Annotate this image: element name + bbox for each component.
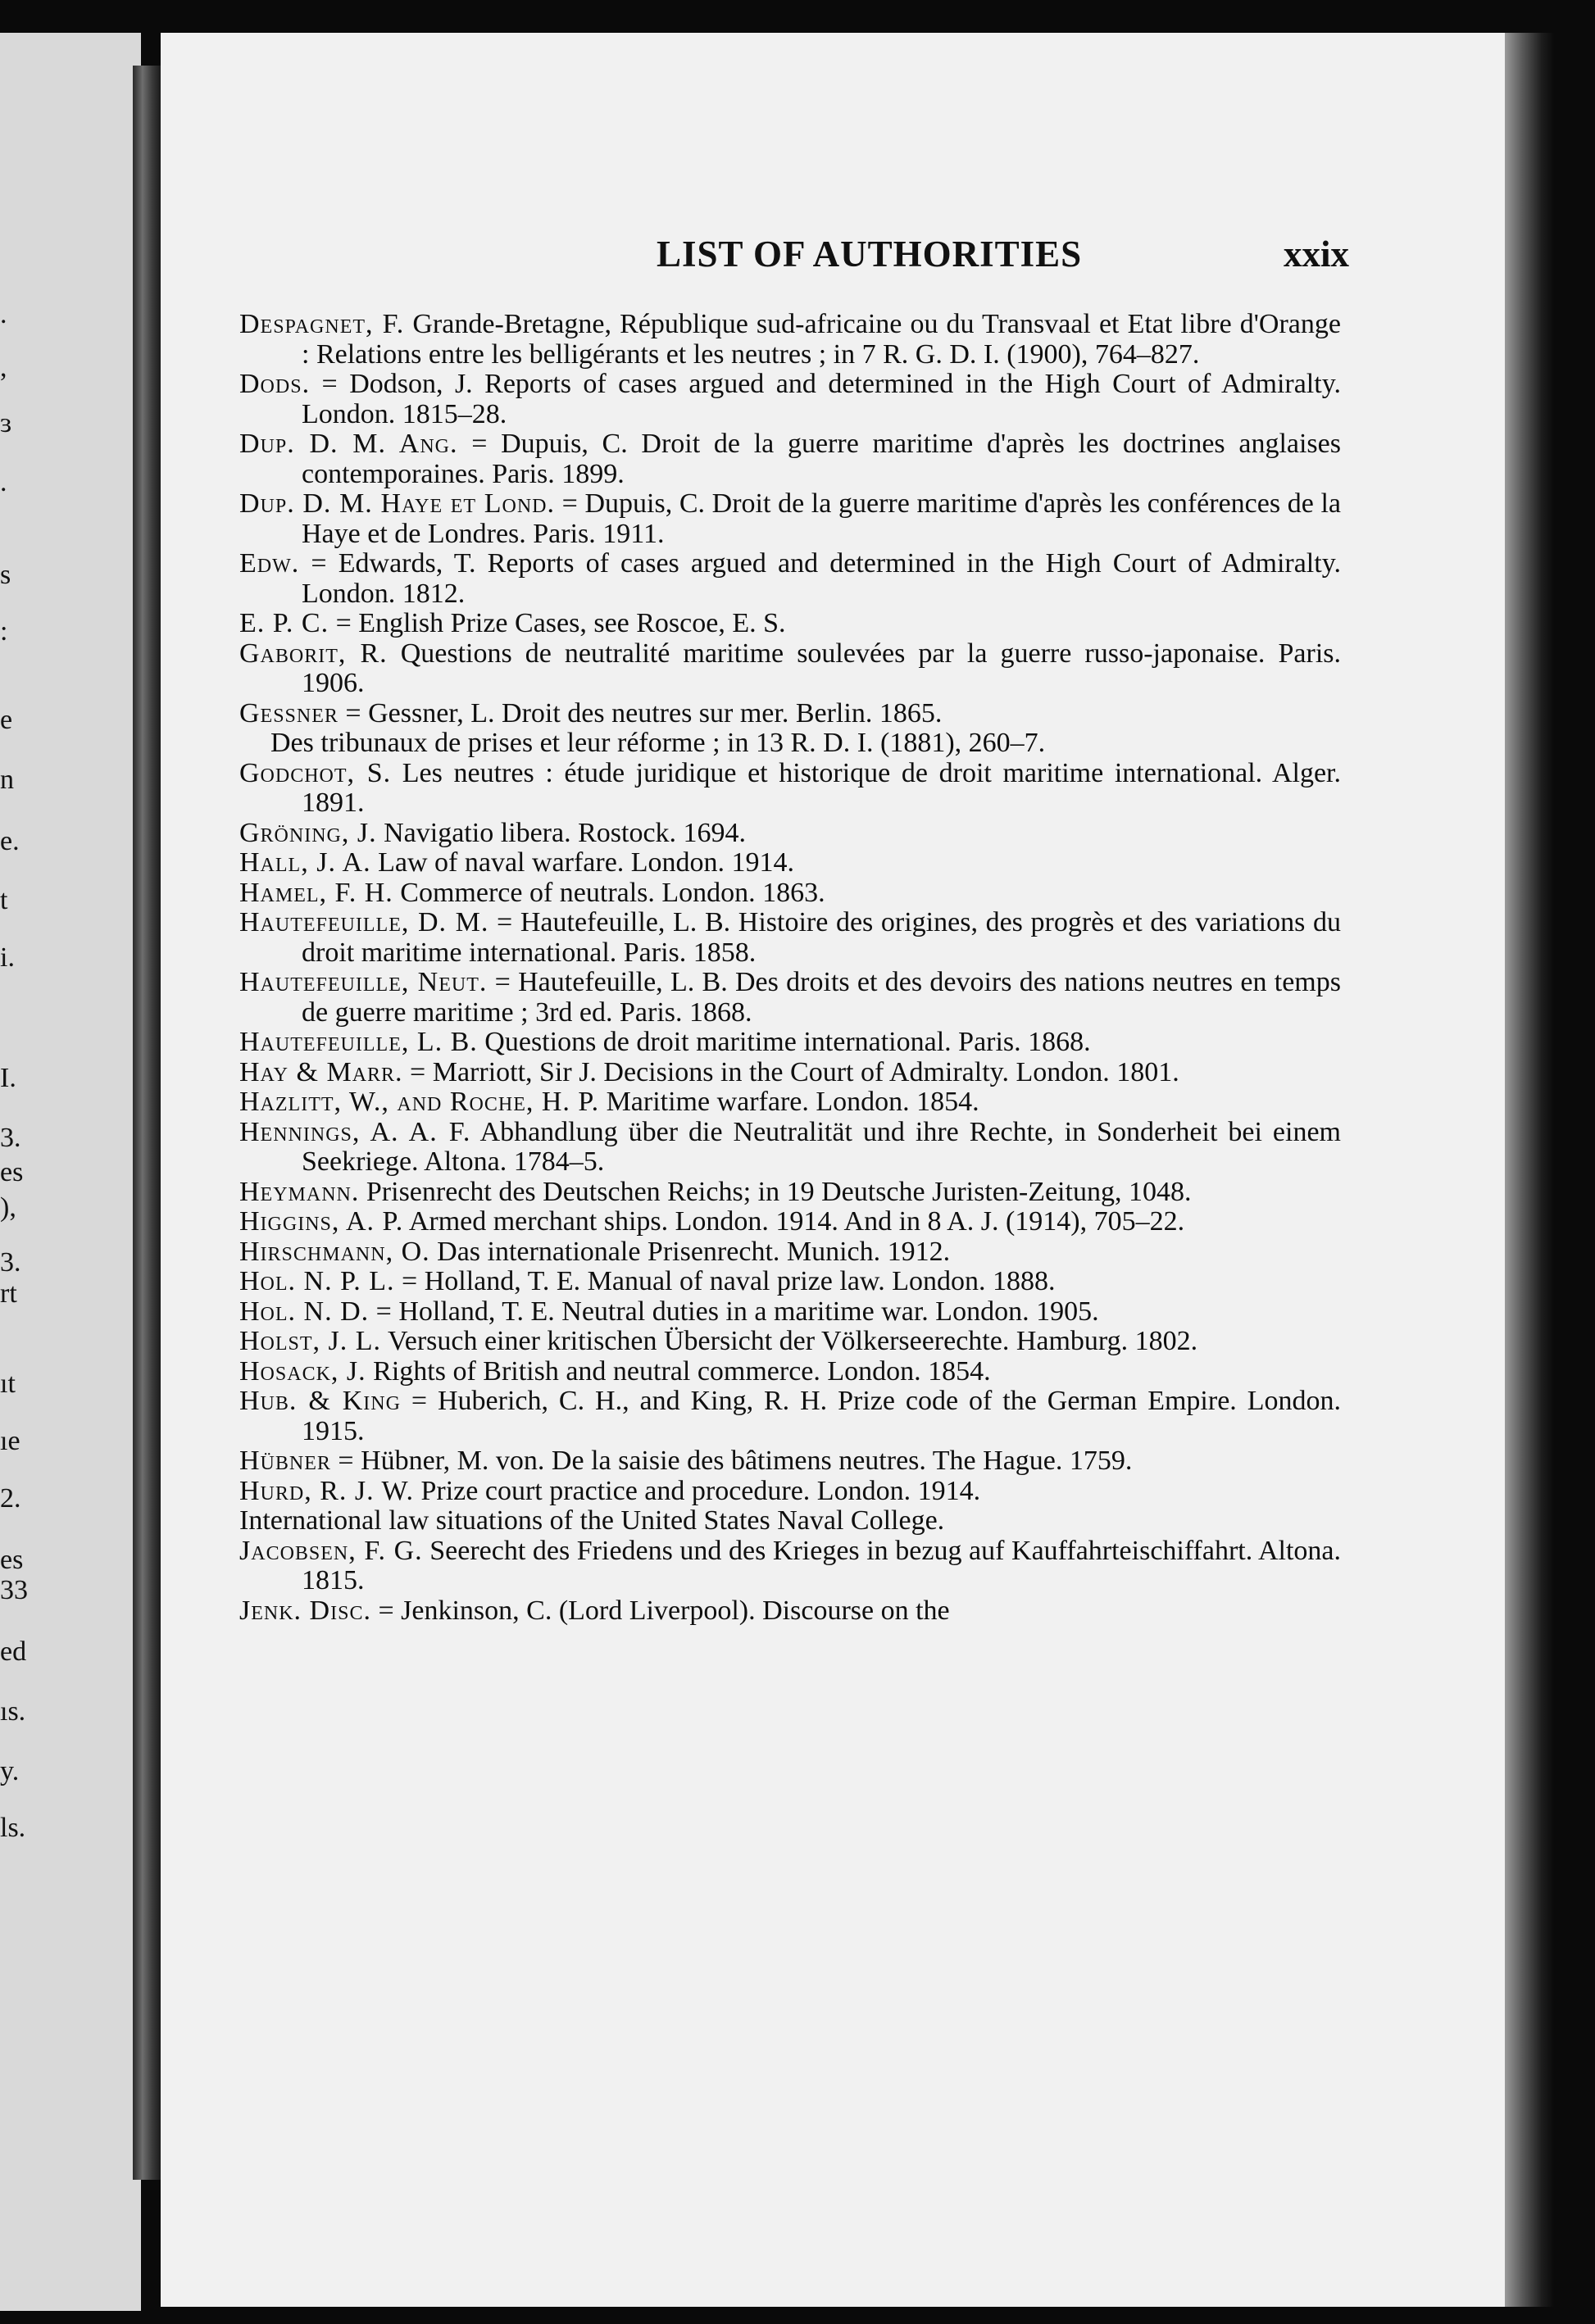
book-gutter <box>133 66 161 2180</box>
left-page-fragment: ıt <box>0 1369 16 1399</box>
authority-entry <box>239 489 1341 549</box>
authority-key: Dup. D. M. Ang. <box>239 429 458 459</box>
authority-text: Prisenrecht des Deutschen Reichs; in 19 Deutsche Juristen-Zeitung, 1048. <box>359 1176 1192 1207</box>
authority-key: Hosack, J. <box>239 1355 366 1387</box>
authority-entry <box>239 1327 1341 1357</box>
authority-entry <box>239 878 1341 909</box>
authority-text: = Dupuis, C. Droit de la guerre maritime d'après les doctrines anglaises contemporaines. Paris. 1899. <box>302 429 1341 489</box>
authority-entry <box>239 1028 1341 1058</box>
book-page <box>161 33 1505 2307</box>
authority-key: Hübner <box>239 1446 331 1476</box>
running-head: LIST OF AUTHORITIES <box>657 234 1083 275</box>
authority-key: Hautefeuille, L. B. <box>239 1027 478 1057</box>
authority-key: Holst, J. L. <box>239 1326 382 1356</box>
authority-key: Dods. <box>239 369 311 399</box>
left-page-fragment: ls. <box>0 1813 26 1843</box>
authority-key: Despagnet, F. <box>239 309 405 339</box>
authority-text: Seerecht des Friedens und des Krieges in bezug auf Kauffahrteischiffahrt. Altona. 1815. <box>302 1535 1341 1595</box>
authority-entry <box>239 549 1341 609</box>
authority-text: Commerce of neutrals. London. 1863. <box>393 877 825 908</box>
left-page-fragment: . <box>0 299 7 329</box>
authority-key: Heymann. <box>239 1176 360 1207</box>
authority-text: = Dupuis, C. Droit de la guerre maritime d'après les conférences de la Haye et de Londres. Paris. 1911. <box>302 488 1341 549</box>
authority-entry <box>239 759 1341 819</box>
left-page-fragment: n <box>0 765 14 795</box>
authority-entry <box>239 1087 1341 1118</box>
authority-text: Navigatio libera. Rostock. 1694. <box>376 817 747 848</box>
authority-text: = Huberich, C. H., and King, R. H. Prize code of the German Empire. London. 1915. <box>302 1386 1341 1446</box>
authority-key: Hol. N. P. L. <box>239 1266 395 1296</box>
authority-key: Jenk. Disc. <box>239 1595 371 1626</box>
authority-key: Hautefeuille, Neut. <box>239 967 488 997</box>
authority-key: Jacobsen, F. G. <box>239 1535 423 1566</box>
authority-entry <box>239 1267 1341 1297</box>
left-page-fragment: s <box>0 560 11 590</box>
authority-text: Das internationale Prisenrecht. Munich. 1912. <box>429 1236 951 1267</box>
authority-key: Hirschmann, O. <box>239 1236 430 1267</box>
authority-key: Dup. D. M. Haye et Lond. <box>239 488 555 519</box>
left-page-fragment: t <box>0 885 8 915</box>
authority-text: = Hautefeuille, L. B. Des droits et des devoirs des nations neutres en temps de guerre maritime ; 3rd ed. Paris. 1868. <box>302 967 1341 1028</box>
authority-entry <box>239 1058 1341 1088</box>
authority-text: Les neutres : étude juridique et historique de droit maritime international. Alger. 1891. <box>302 757 1341 818</box>
authority-text: Questions de neutralité maritime soulevées par la guerre russo-japonaise. Paris. 1906. <box>302 638 1341 698</box>
authority-entry <box>239 310 1341 370</box>
authority-key: Hub. & King <box>239 1386 401 1416</box>
left-page-fragment: es <box>0 1545 24 1575</box>
authority-entry <box>239 1596 1341 1627</box>
authority-text: Law of naval warfare. London. 1914. <box>370 847 795 878</box>
authority-entry <box>239 1118 1341 1178</box>
authority-entry <box>239 699 1341 729</box>
left-page-fragment: ed <box>0 1636 27 1667</box>
authority-key: Gaborit, R. <box>239 638 388 669</box>
left-page-fragment: rt <box>0 1278 17 1309</box>
left-page-fragment: i. <box>0 942 15 973</box>
authority-text: Armed merchant ships. London. 1914. And in 8 A. J. (1914), 705–22. <box>403 1206 1185 1237</box>
authority-text: = Hübner, M. von. De la saisie des bâtimens neutres. The Hague. 1759. <box>330 1446 1133 1476</box>
authority-key: Gessner <box>239 697 339 729</box>
authority-entry <box>239 729 1341 759</box>
left-page-fragment: : <box>0 616 8 647</box>
authorities-list <box>239 310 1341 1626</box>
authority-entry <box>239 1297 1341 1328</box>
authority-text: Questions de droit maritime international. Paris. 1868. <box>477 1027 1091 1057</box>
authority-entry <box>239 1446 1341 1477</box>
authority-text: = Gessner, L. Droit des neutres sur mer. Berlin. 1865. <box>338 697 943 729</box>
authority-entry <box>239 370 1341 429</box>
authority-text: = English Prize Cases, see Roscoe, E. S. <box>329 608 786 638</box>
authority-text: Grande-Bretagne, République sud-africaine ou du Transvaal et Etat libre d'Orange : Relations entre les belligérants et les neutres ; in 7 R. G. D. I. (1900), 764–827. <box>302 309 1341 370</box>
authority-key: Higgins, A. P. <box>239 1206 404 1237</box>
left-page-fragment: es <box>0 1157 24 1187</box>
authority-text: = Jenkinson, C. (Lord Liverpool). Discourse on the <box>370 1595 950 1626</box>
left-page-fragment: I. <box>0 1063 16 1093</box>
left-page-text-fragments <box>0 33 141 2311</box>
left-page-fragment: . <box>0 467 7 497</box>
authority-key: Hol. N. D. <box>239 1296 370 1327</box>
left-facing-page <box>0 33 141 2311</box>
left-page-fragment: 33 <box>0 1575 28 1605</box>
authority-entry <box>239 609 1341 639</box>
authority-entry <box>239 1387 1341 1446</box>
authority-text: Prize court practice and procedure. London. 1914. <box>414 1475 981 1506</box>
authority-entry <box>239 1477 1341 1507</box>
authority-entry <box>239 1536 1341 1596</box>
authority-text: Rights of British and neutral commerce. London. 1854. <box>366 1355 991 1387</box>
authority-key: E. P. C. <box>239 608 329 638</box>
left-page-fragment: 3. <box>0 1123 21 1153</box>
left-page-fragment: ıe <box>0 1426 20 1456</box>
left-page-fragment: ), <box>0 1192 16 1223</box>
left-page-fragment: y. <box>0 1756 20 1786</box>
left-page-fragment: ɜ <box>0 408 12 438</box>
authority-key: Edw. <box>239 548 300 579</box>
authority-text: Des tribunaux de prises et leur réforme ; in 13 R. D. I. (1881), 260–7. <box>270 728 1046 758</box>
authority-text: = Holland, T. E. Neutral duties in a maritime war. London. 1905. <box>369 1296 1099 1327</box>
left-page-fragment: 3. <box>0 1247 21 1278</box>
authority-text: = Dodson, J. Reports of cases argued and determined in the High Court of Admiralty. London. 1815–28. <box>302 369 1341 429</box>
authority-key: Hurd, R. J. W. <box>239 1475 414 1506</box>
authority-entry <box>239 1178 1341 1208</box>
authority-entry <box>239 848 1341 878</box>
authority-entry <box>239 908 1341 968</box>
authority-entry <box>239 1237 1341 1268</box>
authority-key: Hautefeuille, D. M. <box>239 907 489 937</box>
authority-key: Hall, J. A. <box>239 847 371 878</box>
authority-entry <box>239 968 1341 1028</box>
left-page-fragment: e <box>0 705 13 735</box>
authority-entry <box>239 1506 1341 1536</box>
authority-entry <box>239 819 1341 849</box>
authority-entry <box>239 1207 1341 1237</box>
authority-text: = Hautefeuille, L. B. Histoire des origines, des progrès et des variations du droit maritime international. Paris. 1858. <box>302 907 1342 968</box>
authority-entry <box>239 1357 1341 1387</box>
authority-key: Gröning, J. <box>239 817 377 848</box>
authority-text: Maritime warfare. London. 1854. <box>599 1087 979 1117</box>
page-header <box>505 233 1349 284</box>
authority-text: Abhandlung über die Neutralität und ihre Rechte, in Sonderheit bei einem Seekriege. Altona. 1784–5. <box>302 1116 1341 1177</box>
authority-key: Hazlitt, W., and Roche, H. P. <box>239 1087 600 1117</box>
page-edge-shadow <box>1505 33 1554 2307</box>
left-page-fragment: , <box>0 352 7 383</box>
page-number: xxix <box>1283 234 1349 275</box>
left-page-fragment: e. <box>0 826 20 856</box>
authority-key: Hamel, F. H. <box>239 877 393 908</box>
authority-entry <box>239 429 1341 489</box>
authority-key: Hennings, A. A. F. <box>239 1116 471 1147</box>
authority-text: = Edwards, T. Reports of cases argued and determined in the High Court of Admiralty. London. 1812. <box>299 548 1341 609</box>
left-page-fragment: ıs. <box>0 1696 26 1727</box>
authority-text: = Marriott, Sir J. Decisions in the Court of Admiralty. London. 1801. <box>402 1056 1179 1087</box>
authority-text: Versuch einer kritischen Übersicht der Völkerseerechte. Hamburg. 1802. <box>381 1326 1198 1356</box>
authority-key: Godchot, S. <box>239 757 392 788</box>
authority-text: = Holland, T. E. Manual of naval prize law. London. 1888. <box>394 1266 1056 1296</box>
authority-key: Hay & Marr. <box>239 1056 403 1087</box>
authority-text: International law situations of the United States Naval College. <box>239 1505 945 1536</box>
authority-entry <box>239 639 1341 699</box>
left-page-fragment: 2. <box>0 1483 21 1514</box>
